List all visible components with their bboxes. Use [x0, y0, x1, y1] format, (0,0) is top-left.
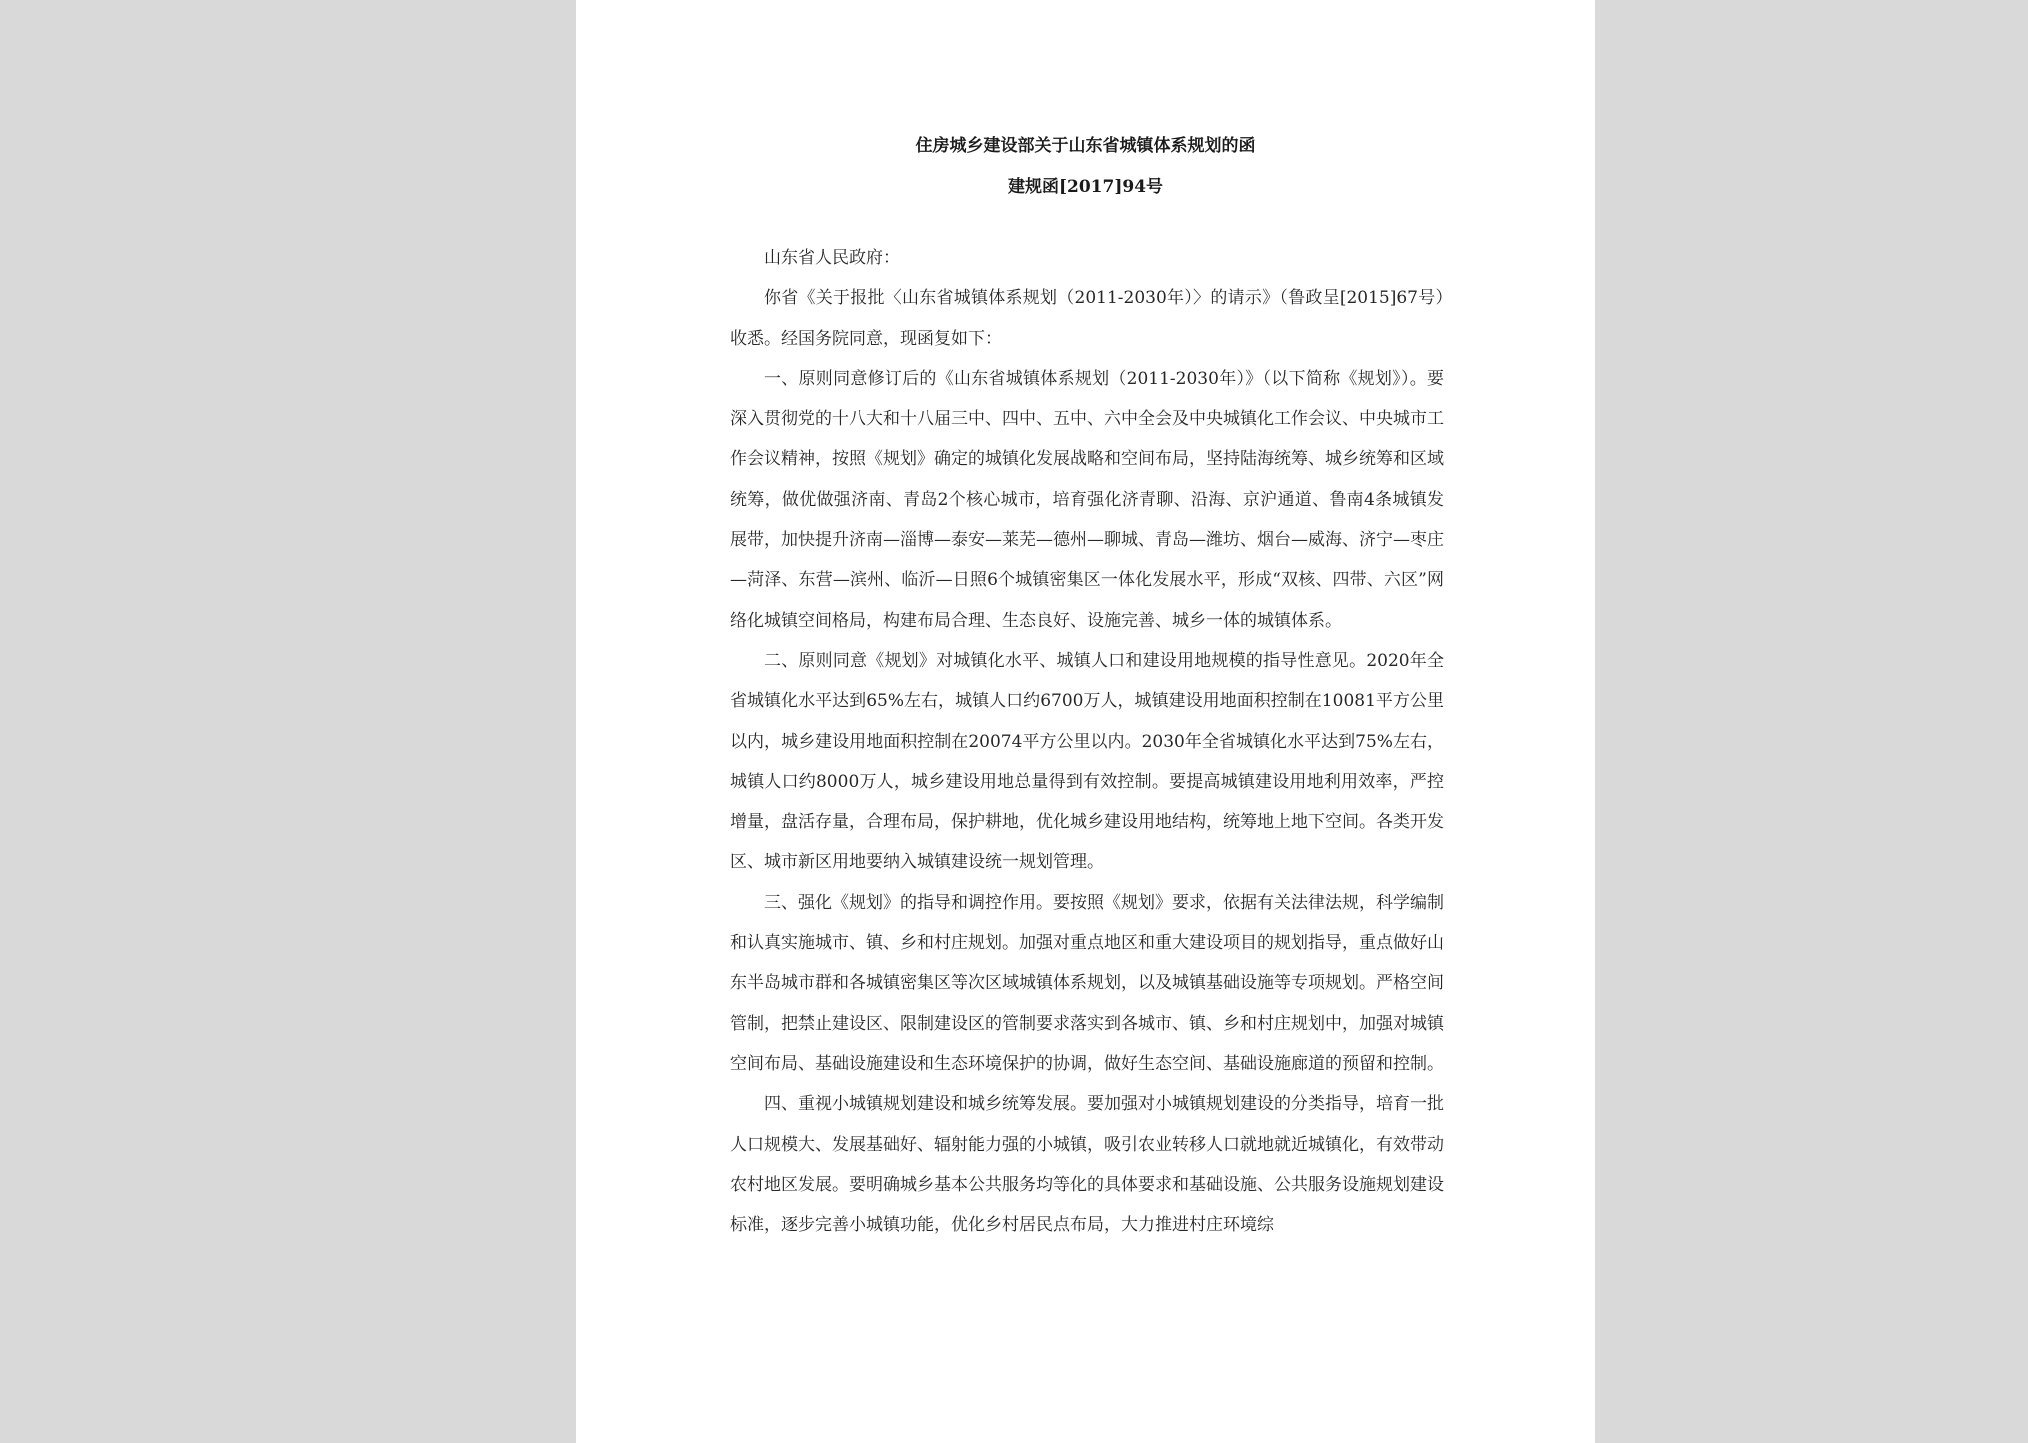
paragraph-section-2: 二、原则同意《规划》对城镇化水平、城镇人口和建设用地规模的指导性意见。2020年全省城镇化水平达到65%左右，城镇人口约6700万人，城镇建设用地面积控制在10081平方公里以内，城乡建设用地面积控制在20074平方公里以内。2030年全省城镇化水平达到75%左右，城镇人口约8000万人，城乡建设用地总量得到有效控制。要提高城镇建设用地利用效率，严控增量，盘活存量，合理布局，保护耕地，优化城乡建设用地结构，统筹地上地下空间。各类开发区、城市新区用地要纳入城镇建设统一规划管理。 [730, 650, 1444, 873]
document-number: 建规函[2017]94号 [1007, 177, 1164, 197]
paragraph-section-3: 三、强化《规划》的指导和调控作用。要按照《规划》要求，依据有关法律法规，科学编制和认真实施城市、镇、乡和村庄规划。加强对重点地区和重大建设项目的规划指导，重点做好山东半岛城市群和各城镇密集区等次区域城镇体系规划，以及城镇基础设施等专项规划。严格空间管制，把禁止建设区、限制建设区的管制要求落实到各城市、镇、乡和村庄规划中，加强对城镇空间布局、基础设施建设和生态环境保护的协调，做好生态空间、基础设施廊道的预留和控制。 [730, 892, 1444, 1074]
document-title: 住房城乡建设部关于山东省城镇体系规划的函 [915, 136, 1256, 156]
document-body [730, 238, 1444, 1245]
paragraph-section-1: 一、原则同意修订后的《山东省城镇体系规划（2011-2030年）》（以下简称《规划》）。要深入贯彻党的十八大和十八届三中、四中、五中、六中全会及中央城镇化工作会议、中央城市工作会议精神，按照《规划》确定的城镇化发展战略和空间布局，坚持陆海统筹、城乡统筹和区域统筹，做优做强济南、青岛2个核心城市，培育强化济青聊、沿海、京沪通道、鲁南4条城镇发展带，加快提升济南—淄博—泰安—莱芜—德州—聊城、青岛—潍坊、烟台—威海、济宁—枣庄—菏泽、东营—滨州、临沂—日照6个城镇密集区一体化发展水平，形成“双核、四带、六区”网络化城镇空间格局，构建布局合理、生态良好、设施完善、城乡一体的城镇体系。 [730, 368, 1444, 631]
paragraph-section-4: 四、重视小城镇规划建设和城乡统筹发展。要加强对小城镇规划建设的分类指导，培育一批人口规模大、发展基础好、辐射能力强的小城镇，吸引农业转移人口就地就近城镇化，有效带动农村地区发展。要明确城乡基本公共服务均等化的具体要求和基础设施、公共服务设施规划建设标准，逐步完善小城镇功能，优化乡村居民点布局，大力推进村庄环境综 [730, 1094, 1444, 1236]
salutation: 山东省人民政府： [764, 248, 900, 268]
paragraph-intro: 你省《关于报批〈山东省城镇体系规划（2011-2030年）〉的请示》（鲁政呈[2015]67号）收悉。经国务院同意，现函复如下： [730, 288, 1444, 349]
document-page [576, 0, 1595, 1443]
